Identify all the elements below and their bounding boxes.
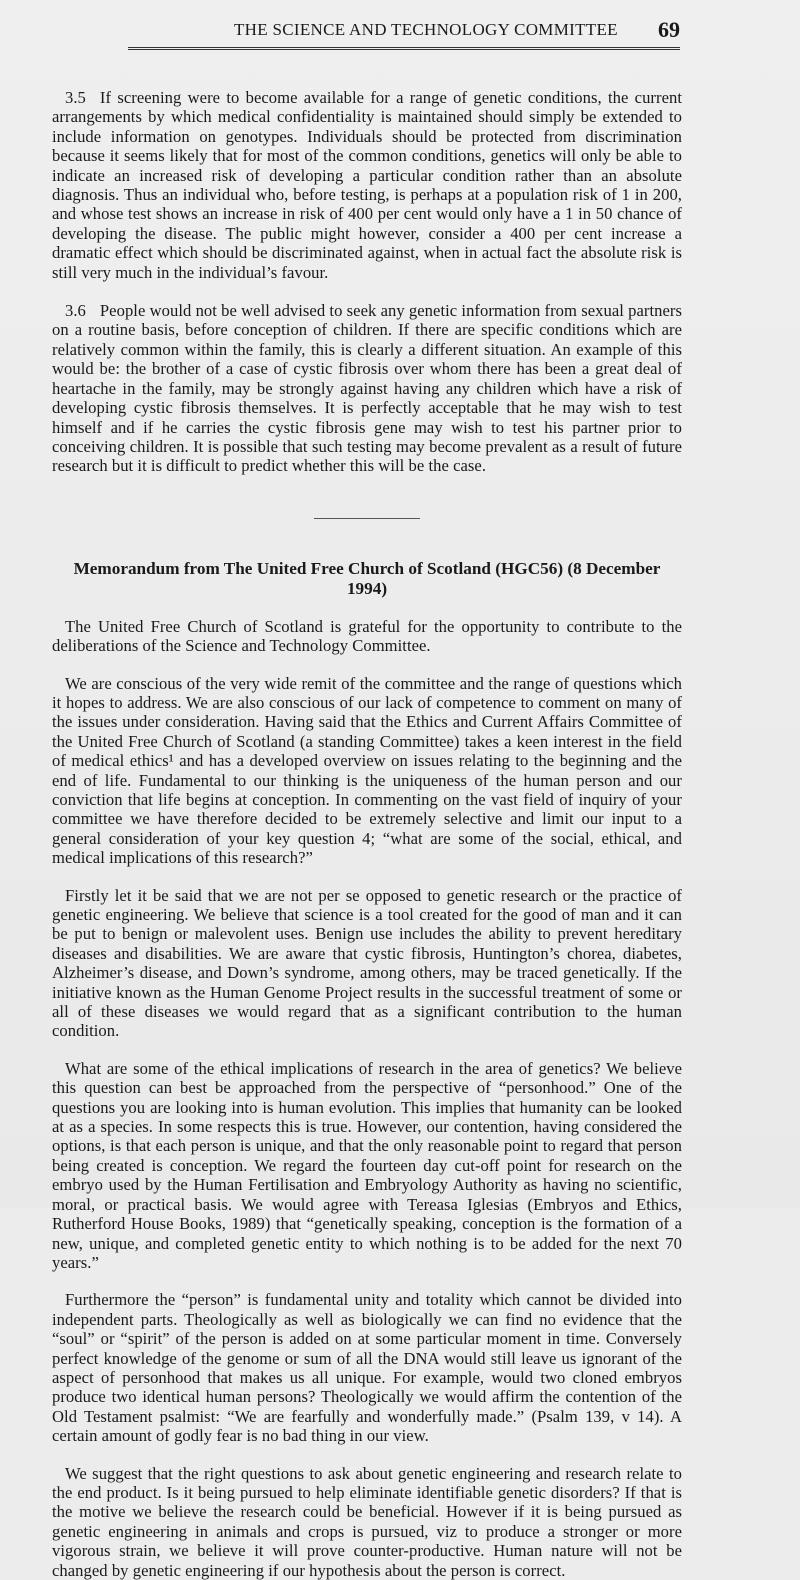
- memorandum-heading: Memorandum from The United Free Church of Scotland (HGC56) (8 December 1994): [73, 558, 661, 598]
- running-header: [234, 17, 680, 44]
- body-text: [52, 88, 682, 1580]
- paragraph-3-5: [52, 88, 682, 282]
- paragraph-3-6: [52, 301, 682, 476]
- page-number: 69: [658, 17, 680, 42]
- paragraph-number: 3.6: [65, 301, 86, 321]
- header-rule: [128, 47, 680, 50]
- memo-paragraph: The United Free Church of Scotland is grateful for the opportunity to contribute to the deliberations of the Science and Technology Committee.: [52, 616, 682, 656]
- paragraph-text: People would not be well advised to seek any genetic information from sexual partners on a routine basis, before conception of children. If there are specific conditions which are relatively common within the family, this is clearly a different situation. An example of this would be: the brother of a case of cystic fibrosis over whom there has been a great deal of heartache in the family, may be strongly against having any children which have a risk of developing cystic fibrosis themselves. It is perfectly acceptable that he may wish to test himself and if he carries the cystic fibrosis gene may wish to test his partner prior to conceiving children. It is possible that such testing may become prevalent as a result of future research but it is difficult to predict whether this will be the case.: [52, 301, 682, 476]
- memo-paragraph: We suggest that the right questions to ask about genetic engineering and research relate to the end product. Is it being pursued to help eliminate identifiable genetic disorders? If that is the motive we believe the research could be beneficial. However if it is being pursued as genetic engineering in animals and crops is pursued, viz to produce a stronger or more vigorous strain, we believe it will prove counter-productive. Human nature will not be changed by genetic engineering if our hypothesis about the person is correct.: [52, 1463, 682, 1580]
- section-divider: [314, 518, 420, 519]
- paragraph-number: 3.5: [65, 88, 86, 107]
- memo-paragraph: We are conscious of the very wide remit of the committee and the range of questions which it hopes to address. We are also conscious of our lack of competence to comment on many of the issues under consideration. Having said that the Ethics and Current Affairs Committee of the United Free Church of Scotland (a standing Committee) takes a keen interest in the field of medical ethics¹ and has a developed overview on issues relating to the beginning and the end of life. Fundamental to our thinking is the uniqueness of the human person and our conviction that life begins at conception. In commenting on the vast field of inquiry of your committee we have therefore decided to be extremely selective and limit our input to a general consideration of your key question 4; “what are some of the social, ethical, and medical implications of this research?”: [52, 673, 682, 868]
- paragraph-text: If screening were to become available for a range of genetic conditions, the current arrangements by which medical confidentiality is maintained should simply be extended to include information on genotypes. Individuals should be protected from discrimination because it seems likely that for most of the common conditions, genetics will only be able to indicate an increased risk of developing a particular condition rather than an absolute diagnosis. Thus an individual who, before testing, is perhaps at a population risk of 1 in 200, and whose test shows an increase in risk of 400 per cent would only have a 1 in 50 chance of developing the disease. The public might however, consider a 400 per cent increase a dramatic effect which should be discriminated against, when in actual fact the absolute risk is still very much in the individual’s favour.: [52, 88, 682, 282]
- running-title: THE SCIENCE AND TECHNOLOGY COMMITTEE: [234, 20, 618, 39]
- memo-paragraph: Furthermore the “person” is fundamental unity and totality which cannot be divided into independent parts. Theologically as well as biologically we can find no evidence that the “soul” or “spirit” of the person is added on at some particular moment in time. Conversely perfect knowledge of the genome or sum of all the DNA would still leave us ignorant of the aspect of personhood that makes us all unique. For example, would two cloned embryos produce two identical human persons? Theologically we would affirm the contention of the Old Testament psalmist: “We are fearfully and wonderfully made.” (Psalm 139, v 14). A certain amount of godly fear is no bad thing in our view.: [52, 1290, 682, 1446]
- memo-paragraph: What are some of the ethical implications of research in the area of genetics? We believe this question can best be approached from the perspective of “personhood.” One of the questions you are looking into is human evolution. This implies that humanity can be looked at as a species. In some respects this is true. However, our contention, having considered the options, is that each person is unique, and that the only reasonable point to regard that person being created is conception. We regard the fourteen day cut-off point for research on the embryo used by the Human Fertilisation and Embryology Authority as having no scientific, moral, or practical basis. We would agree with Tereasa Iglesias (Embryos and Ethics, Rutherford House Books, 1989) that “genetically speaking, conception is the formation of a new, unique, and completed genetic entity to which nothing is to be added for the next 70 years.”: [52, 1058, 682, 1272]
- memo-paragraph: Firstly let it be said that we are not per se opposed to genetic research or the practice of genetic engineering. We believe that science is a tool created for the good of man and it can be put to benign or malevolent uses. Benign use includes the ability to prevent hereditary diseases and disabilities. We are aware that cystic fibrosis, Huntington’s chorea, diabetes, Alzheimer’s disease, and Down’s syndrome, among others, may be traced genetically. If the initiative known as the Human Genome Project results in the successful treatment of some or all of these diseases we would regard that as a significant contribution to the human condition.: [52, 885, 682, 1041]
